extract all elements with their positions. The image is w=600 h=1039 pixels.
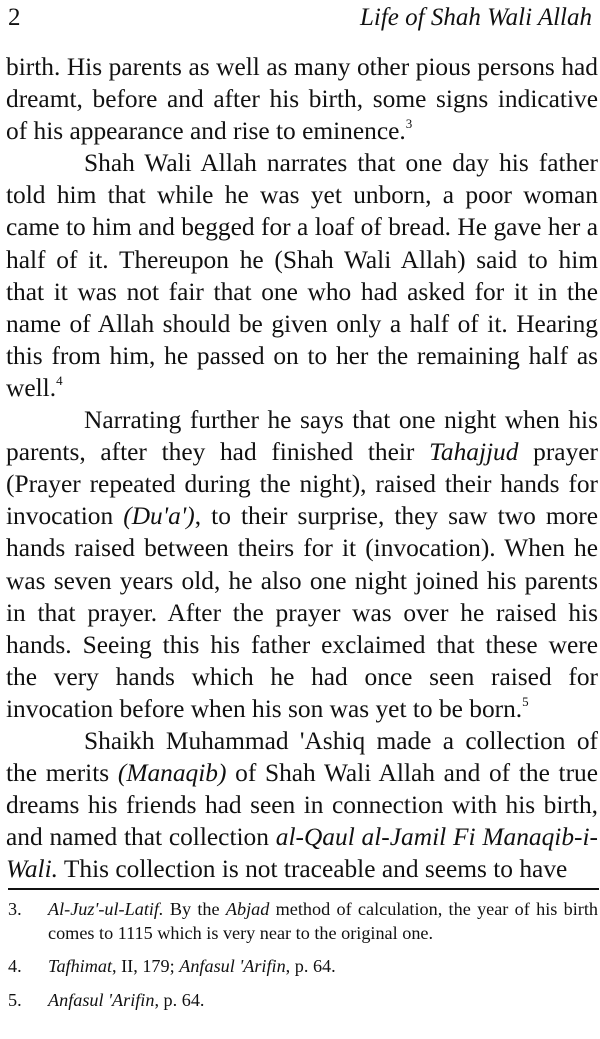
footnote-text: , II, 179; [112,956,180,976]
running-head: Life of Shah Wali Allah [360,4,592,31]
paragraph-4-text: This collection is not traceable and seems to have [57,855,568,884]
paragraph-4 [6,725,598,885]
book-title-qaul-al-jamil: al-Qaul al-Jamil Fi Manaqib-i-Wali. [6,823,598,884]
paragraph-4-text: Shaikh Muhammad 'Ashiq made a collection of the merits [6,726,598,788]
paragraph-3-text: Narrating further he says that one night when his parents, after they had finished their [6,406,598,467]
footnote-5 [8,989,598,1013]
footnote-4 [8,955,598,979]
footnote-source: Anfasul 'Arifin [48,989,155,1010]
paragraph-2-text: Shah Wali Allah narrates that one day his father told him that while he was yet unborn, a poor woman came to him and begged for a loaf of bread. He gave her a half of it. Thereupon he (Shah Wali Allah) said to him that it was not fair that one who had asked for it in the name of Allah should be given only a half of it. Hearing this from him, he passed on to her the remaining half as well. [6,149,598,402]
footnote-ref-5: 5 [522,693,529,709]
footnote-number: 5. [8,989,22,1010]
footnotes [8,898,598,1022]
footnote-ref-3: 3 [405,116,413,132]
term-abjad: Abjad [225,899,270,919]
term-manaqib: (Manaqib) [117,759,227,788]
footnote-ref-4: 4 [56,372,63,388]
page-number: 2 [8,4,21,31]
paragraph-1 [6,51,598,147]
paragraph-4-text: of Shah Wali Allah and of the true dreams his friends had seen in connection with his birth, and named that collection [6,759,598,852]
footnote-text: method of calculation, the year of his birth comes to 1115 which is very near to the original one. [48,899,598,943]
paragraph-1-text: birth. His parents as well as many other pious persons had dreamt, before and after his birth, some signs indicative of his appearance and rise to eminence. [6,53,598,146]
term-dua: (Du'a') [123,502,195,531]
footnote-3 [8,898,598,945]
footnote-number: 3. [8,899,22,919]
footnote-text: , p. 64. [285,956,336,976]
footnote-source: Tafhimat [48,956,113,976]
paragraph-3-text: , to their surprise, they saw two more hands raised between theirs for it (invocation). When he was seven years old, he also one night joined his parents in that prayer. After the prayer was over he raised his hands. Seeing this his father exclaimed that these were the very hands which he had once seen raised for invocation before when his son was yet to be born. [6,502,598,723]
term-tahajjud: Tahajjud [429,438,519,467]
footnote-divider [8,888,599,890]
paragraph-3-text: prayer (Prayer repeated during the night), raised their hands for invocation [6,438,598,531]
paragraph-2 [6,147,598,404]
footnote-number: 4. [8,956,22,976]
footnote-source: Al-Juz'-ul-Latif. [48,899,164,919]
footnote-text: By the [163,899,226,919]
page-header [8,4,592,38]
footnote-text: , p. 64. [154,989,205,1010]
body-text [6,51,598,885]
footnote-source: Anfasul 'Arifin [179,956,286,976]
paragraph-3 [6,404,598,725]
